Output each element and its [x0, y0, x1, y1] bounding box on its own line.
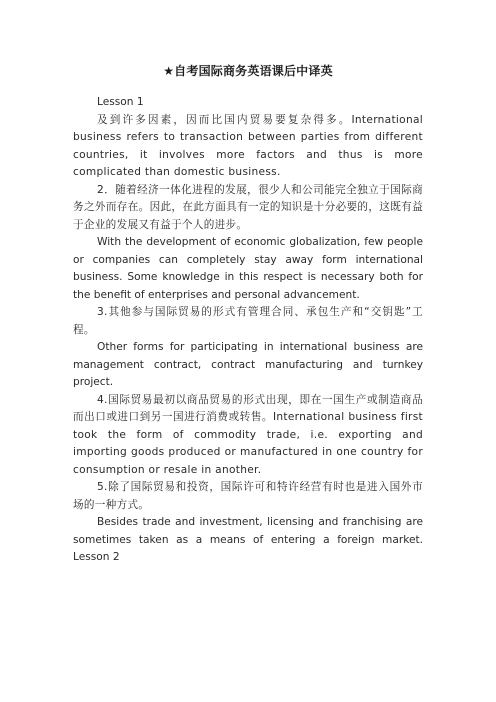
lesson-heading: Lesson 1	[97, 96, 144, 108]
paragraph-5-chinese: 5.除了国际贸易和投资，国际许可和特许经营有时也是进入国外市场的一种方式。	[73, 481, 423, 511]
paragraph-2-english: With the development of economic globalization, few people or companies can completely stay away form international business. Some knowledge in this respect is necessary both for the benefit of enterprises and personal advancement.	[73, 236, 423, 301]
paragraph-4: 4.国际贸易最初以商品贸易的形式出现，即在一国生产或制造商品而出口或进口到另一国进行消费或转售。International business first took the form of commodity trade, i.e. exporting and importing goods produced or manufactured in one country for consumption or resale in another.	[73, 393, 423, 476]
paragraph-3-chinese: 3.其他参与国际贸易的形式有管理合同、承包生产和“交钥匙”工程。	[73, 306, 423, 336]
document-title: ★自考国际商务英语课后中译英	[163, 64, 333, 78]
paragraph-2-chinese: 2．随着经济一体化进程的发展，很少人和公司能完全独立于国际商务之外而存在。因此，在此方面具有一定的知识是十分必要的，这既有益于企业的发展又有益于个人的进步。	[73, 183, 423, 231]
paragraph-1: 及到许多因素，因而比国内贸易要复杂得多。International business refers to transaction between parties from different countries, it involves more factors and thus is more complicated than domestic business.	[73, 113, 423, 178]
paragraph-5-english: Besides trade and investment, licensing and franchising are sometimes taken as a means of entering a foreign market. Lesson 2	[73, 516, 423, 563]
paragraph-3-english: Other forms for participating in international business are management contract, contract manufacturing and turnkey project.	[73, 341, 423, 388]
document-body	[73, 94, 423, 567]
